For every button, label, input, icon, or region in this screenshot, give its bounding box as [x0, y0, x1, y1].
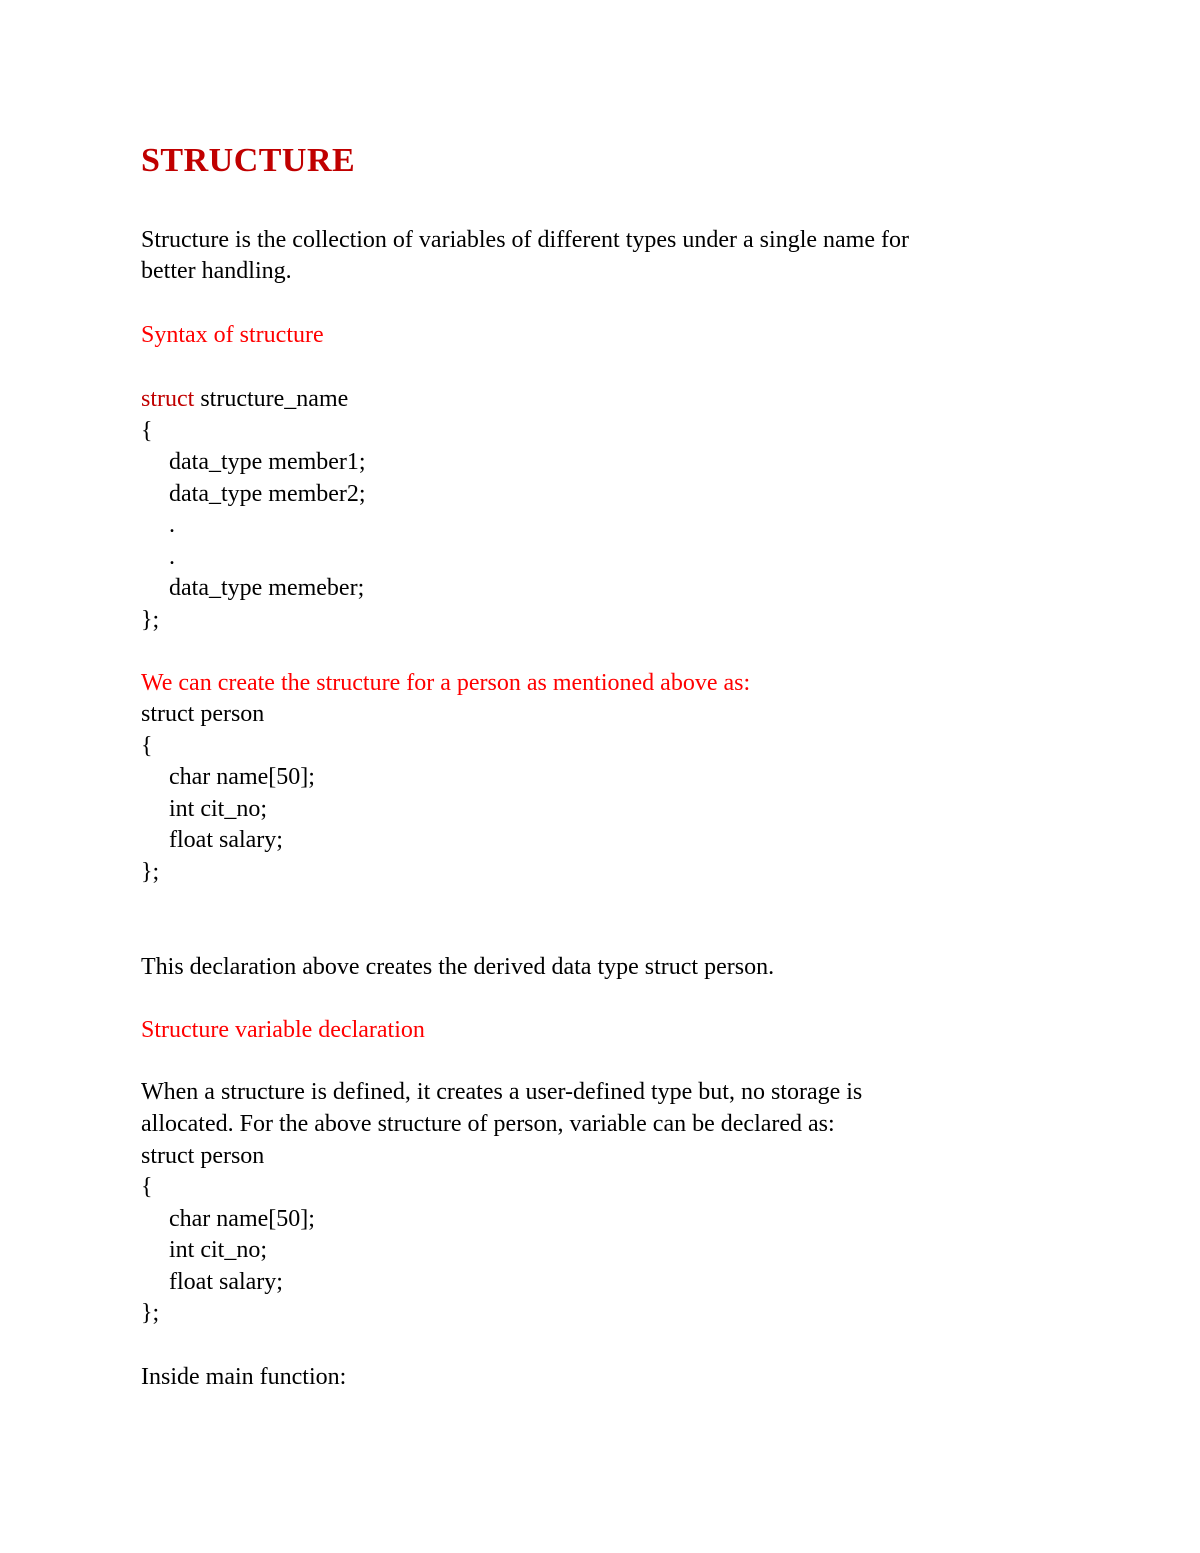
structure-name: structure_name: [194, 386, 349, 412]
example-code-close: };: [141, 859, 160, 885]
intro-line-1: Structure is the collection of variables of different types under a single name for: [141, 227, 909, 253]
derived-note: This declaration above creates the derived data type struct person.: [141, 954, 775, 980]
variable-code-line: char name[50];: [169, 1206, 315, 1232]
syntax-code-line: data_type member2;: [169, 481, 366, 507]
variable-code-line: float salary;: [169, 1269, 283, 1295]
example-heading: We can create the structure for a person as mentioned above as:: [141, 670, 751, 696]
syntax-code-line: .: [169, 544, 175, 570]
variable-heading: Structure variable declaration: [141, 1017, 425, 1043]
syntax-code-open: {: [141, 418, 153, 444]
variable-code-header: struct person: [141, 1143, 265, 1169]
variable-code-line: int cit_no;: [169, 1237, 267, 1263]
example-code-line: int cit_no;: [169, 796, 267, 822]
page-title: STRUCTURE: [141, 142, 356, 179]
syntax-heading: Syntax of structure: [141, 322, 324, 348]
variable-text-line-2: allocated. For the above structure of person, variable can be declared as:: [141, 1111, 835, 1137]
intro-line-2: better handling.: [141, 258, 292, 284]
example-code-open: {: [141, 733, 153, 759]
syntax-code-line: .: [169, 512, 175, 538]
variable-code-open: {: [141, 1174, 153, 1200]
syntax-code-line: data_type memeber;: [169, 575, 365, 601]
main-note: Inside main function:: [141, 1364, 347, 1390]
syntax-code-close: };: [141, 607, 160, 633]
variable-code-close: };: [141, 1300, 160, 1326]
syntax-code-header: [141, 384, 348, 414]
struct-keyword: struct: [141, 386, 195, 412]
example-code-header: struct person: [141, 701, 265, 727]
variable-text-line-1: When a structure is defined, it creates a user-defined type but, no storage is: [141, 1079, 863, 1105]
example-code-line: char name[50];: [169, 764, 315, 790]
syntax-code-line: data_type member1;: [169, 449, 366, 475]
example-code-line: float salary;: [169, 827, 283, 853]
